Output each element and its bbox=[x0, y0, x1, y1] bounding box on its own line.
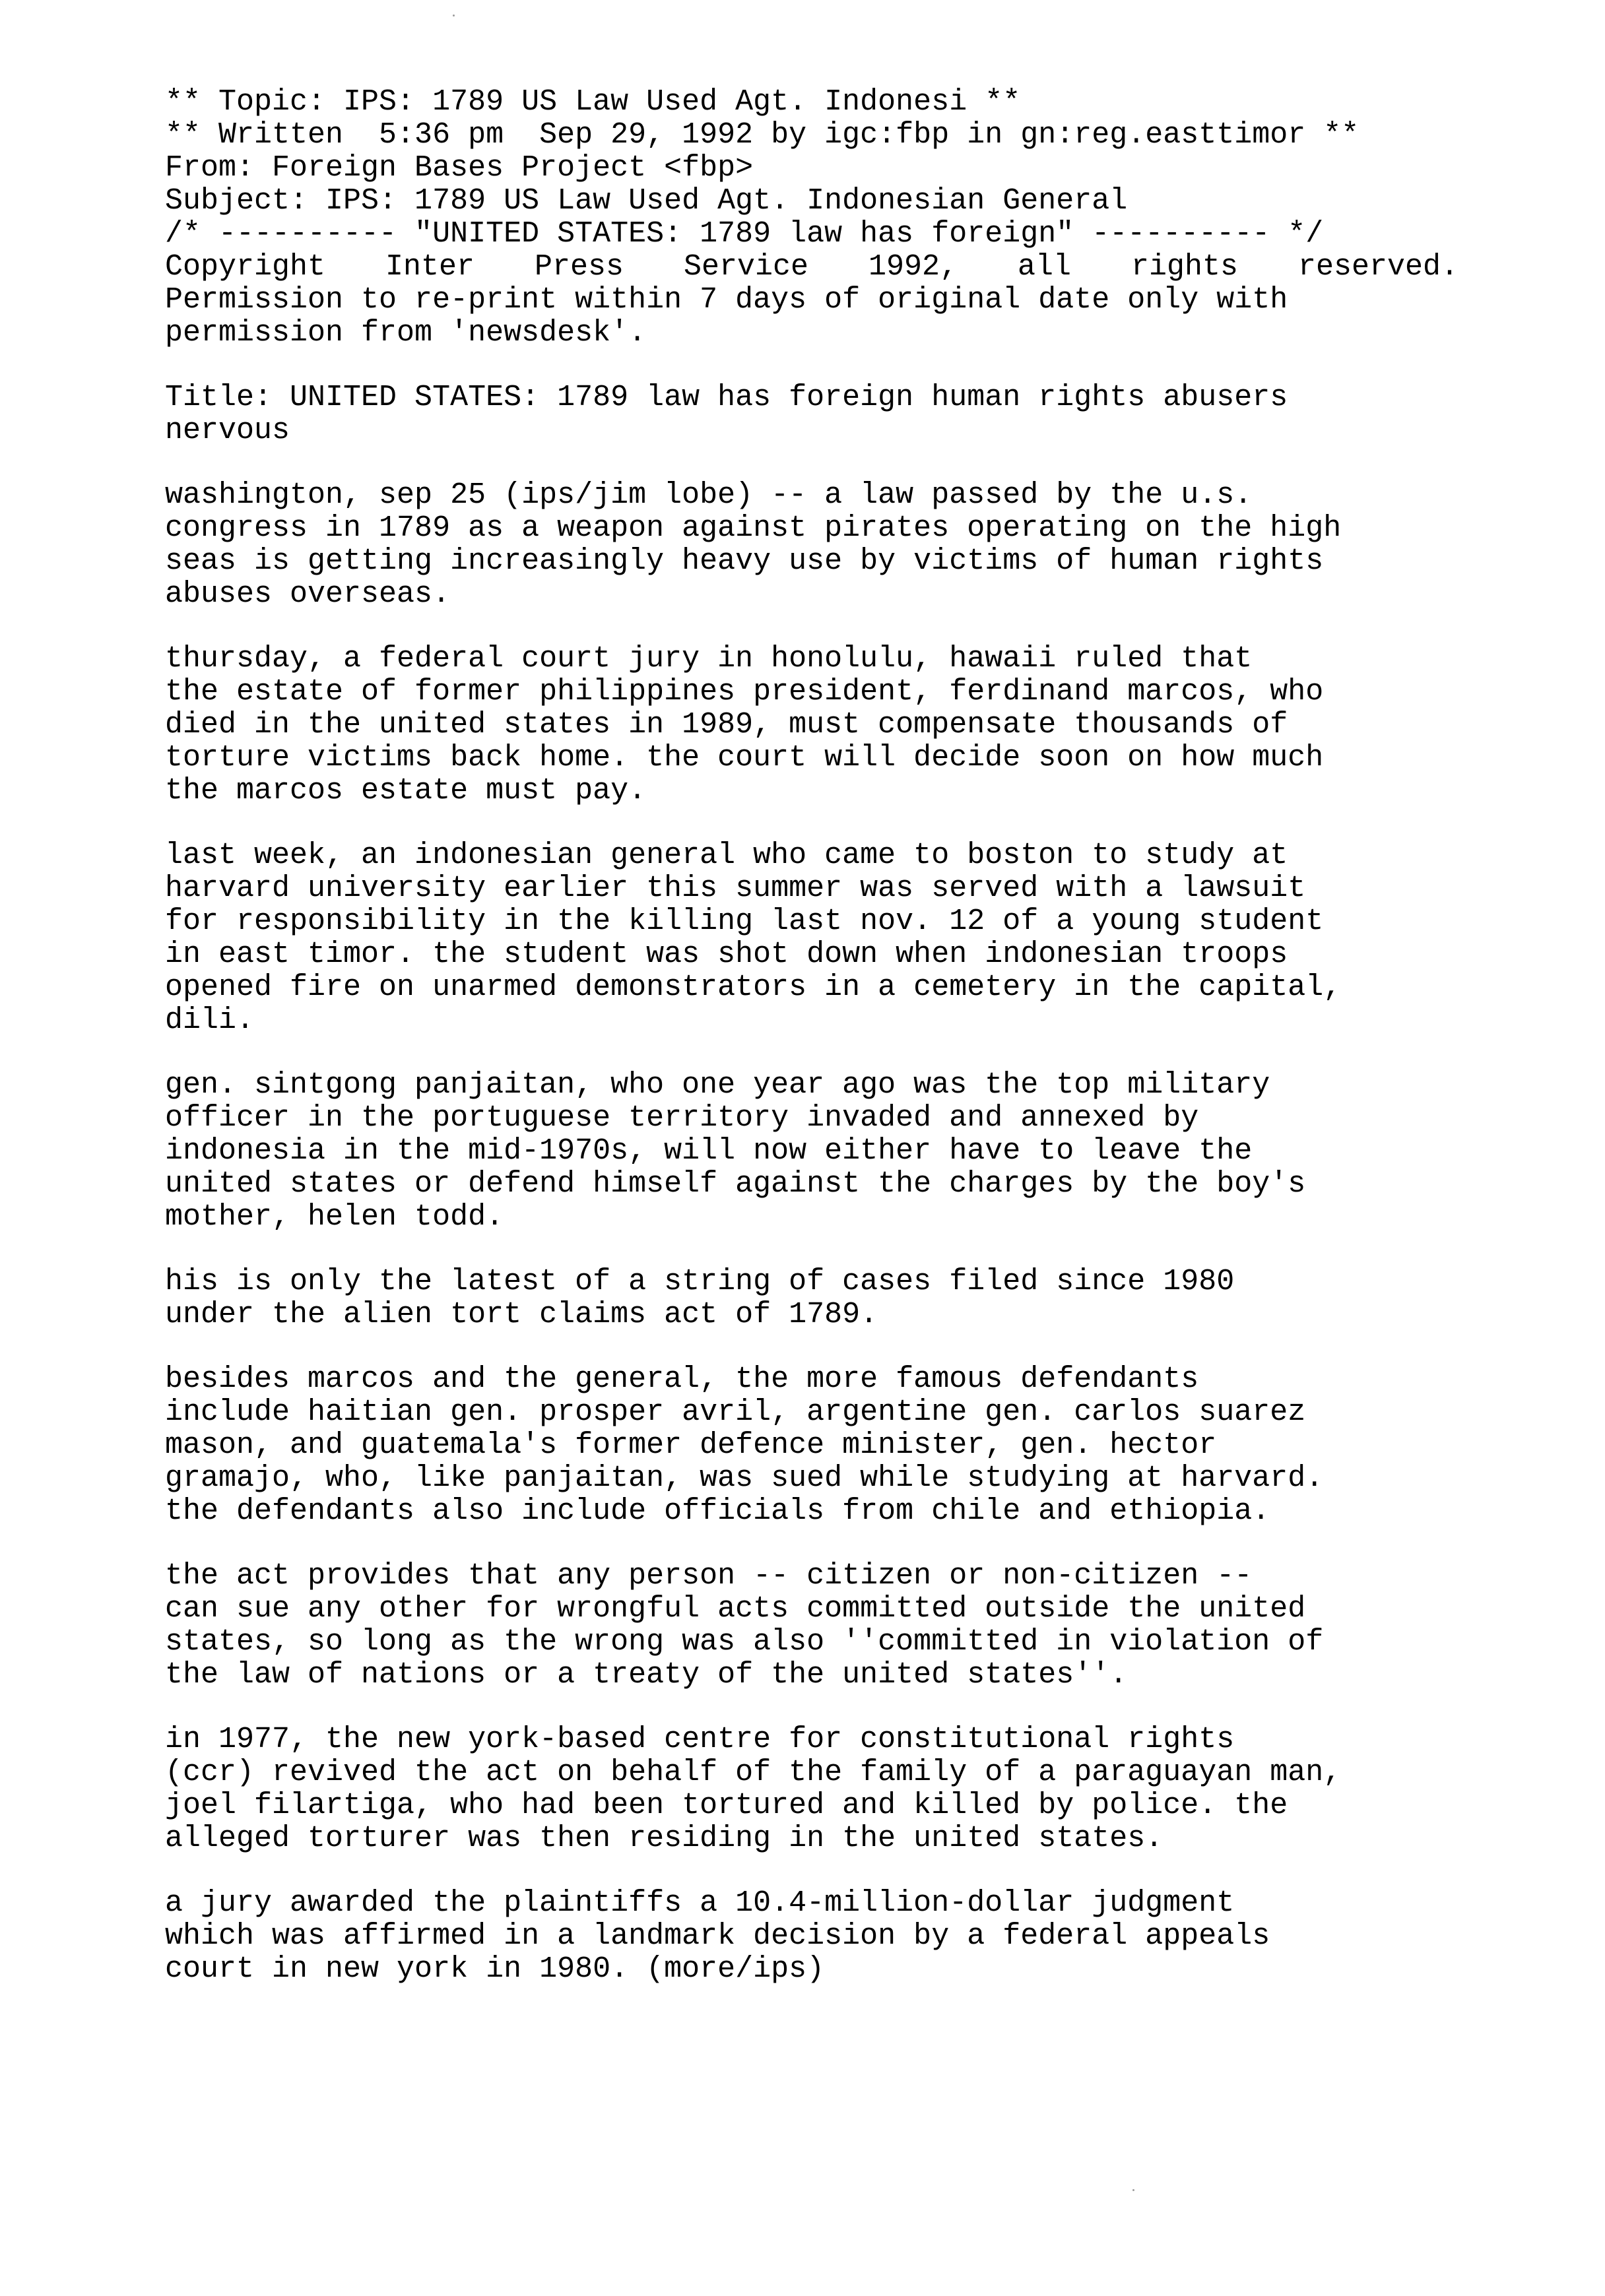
written-line: ** Written 5:36 pm Sep 29, 1992 by igc:fbp in gn:reg.easttimor ** bbox=[165, 118, 1359, 152]
paragraph-line: died in the united states in 1989, must compensate thousands of bbox=[165, 708, 1288, 742]
paragraph-line: besides marcos and the general, the more famous defendants bbox=[165, 1362, 1199, 1396]
paragraph-gap bbox=[165, 1855, 1458, 1887]
paragraph-line: (ccr) revived the act on behalf of the family of a paraguayan man, bbox=[165, 1756, 1342, 1789]
paragraph-line: the estate of former philippines president, ferdinand marcos, who bbox=[165, 675, 1324, 709]
paragraph-line: the law of nations or a treaty of the united states''. bbox=[165, 1658, 1128, 1692]
article-paragraph bbox=[165, 1560, 1458, 1692]
topic-line: ** Topic: IPS: 1789 US Law Used Agt. Indonesi ** bbox=[165, 85, 1021, 119]
paragraph-line: states, so long as the wrong was also ''committed in violation of bbox=[165, 1625, 1324, 1659]
paragraph-line: dili. bbox=[165, 1004, 255, 1037]
paragraph-line: gramajo, who, like panjaitan, was sued while studying at harvard. bbox=[165, 1461, 1324, 1495]
separator-line: /* ---------- "UNITED STATES: 1789 law has foreign" ---------- */ bbox=[165, 217, 1324, 251]
paragraph-line: which was affirmed in a landmark decision by a federal appeals bbox=[165, 1919, 1270, 1953]
paragraph-line: thursday, a federal court jury in honolulu, hawaii ruled that bbox=[165, 642, 1253, 676]
paragraph-gap bbox=[165, 350, 1458, 381]
paragraph-line: a jury awarded the plaintiffs a 10.4-million-dollar judgment bbox=[165, 1886, 1235, 1920]
title-line: Title: UNITED STATES: 1789 law has foreign human rights abusers bbox=[165, 381, 1288, 414]
paragraph-gap bbox=[165, 1528, 1458, 1560]
paragraph-line: seas is getting increasingly heavy use by victims of human rights bbox=[165, 544, 1324, 578]
paragraph-line: court in new york in 1980. (more/ips) bbox=[165, 1952, 825, 1986]
paragraph-line: mother, helen todd. bbox=[165, 1200, 504, 1234]
article-paragraph bbox=[165, 1363, 1458, 1528]
paragraph-line: the defendants also include officials from chile and ethiopia. bbox=[165, 1494, 1270, 1528]
paragraph-line: include haitian gen. prosper avril, argentine gen. carlos suarez bbox=[165, 1395, 1306, 1429]
paragraph-line: under the alien tort claims act of 1789. bbox=[165, 1298, 878, 1331]
paragraph-line: in 1977, the new york-based centre for constitutional rights bbox=[165, 1723, 1235, 1756]
paragraph-gap bbox=[165, 1037, 1458, 1069]
paragraph-line: washington, sep 25 (ips/jim lobe) -- a law passed by the u.s. bbox=[165, 478, 1253, 512]
article-paragraphs bbox=[165, 479, 1458, 1986]
paragraph-line: can sue any other for wrongful acts committed outside the united bbox=[165, 1592, 1306, 1626]
paragraph-gap bbox=[165, 611, 1458, 643]
paragraph-gap bbox=[165, 447, 1458, 479]
paragraph-line: officer in the portuguese territory invaded and annexed by bbox=[165, 1101, 1199, 1135]
paragraph-line: the marcos estate must pay. bbox=[165, 774, 647, 808]
paragraph-gap bbox=[165, 1331, 1458, 1363]
message-header bbox=[165, 86, 1458, 251]
article-paragraph bbox=[165, 1887, 1458, 1986]
paragraph-line: torture victims back home. the court will decide soon on how much bbox=[165, 741, 1324, 775]
scan-speck bbox=[1132, 2189, 1134, 2191]
paragraph-gap bbox=[165, 1692, 1458, 1723]
subject-line: Subject: IPS: 1789 US Law Used Agt. Indonesian General bbox=[165, 184, 1128, 218]
article-paragraph bbox=[165, 479, 1458, 611]
scan-speck bbox=[453, 15, 455, 16]
copyright-line: Copyright Inter Press Service 1992, all rights reserved. bbox=[165, 250, 1458, 284]
title-line: nervous bbox=[165, 414, 290, 447]
paragraph-line: opened fire on unarmed demonstrators in a cemetery in the capital, bbox=[165, 971, 1342, 1004]
copyright-line: Permission to re-print within 7 days of original date only with bbox=[165, 283, 1288, 317]
paragraph-line: in east timor. the student was shot down when indonesian troops bbox=[165, 938, 1288, 971]
paragraph-line: his is only the latest of a string of cases filed since 1980 bbox=[165, 1265, 1235, 1298]
from-line: From: Foreign Bases Project <fbp> bbox=[165, 151, 754, 185]
paragraph-line: indonesia in the mid-1970s, will now either have to leave the bbox=[165, 1134, 1253, 1168]
copyright-line: permission from 'newsdesk'. bbox=[165, 316, 647, 350]
paragraph-line: harvard university earlier this summer was served with a lawsuit bbox=[165, 872, 1306, 905]
paragraph-line: joel filartiga, who had been tortured and killed by police. the bbox=[165, 1789, 1288, 1822]
paragraph-line: congress in 1789 as a weapon against pirates operating on the high bbox=[165, 511, 1342, 545]
paragraph-gap bbox=[165, 808, 1458, 839]
copyright-notice bbox=[165, 251, 1458, 350]
paragraph-line: gen. sintgong panjaitan, who one year ago was the top military bbox=[165, 1068, 1270, 1102]
paragraph-line: for responsibility in the killing last nov. 12 of a young student bbox=[165, 905, 1324, 938]
article-paragraph bbox=[165, 643, 1458, 808]
article-title bbox=[165, 381, 1458, 447]
paragraph-line: alleged torturer was then residing in the united states. bbox=[165, 1822, 1163, 1855]
paragraph-line: abuses overseas. bbox=[165, 577, 451, 611]
paragraph-line: last week, an indonesian general who came to boston to study at bbox=[165, 839, 1288, 872]
article-paragraph bbox=[165, 1723, 1458, 1855]
article-paragraph bbox=[165, 1265, 1458, 1331]
paragraph-line: united states or defend himself against the charges by the boy's bbox=[165, 1167, 1306, 1201]
article-paragraph bbox=[165, 839, 1458, 1037]
paragraph-gap bbox=[165, 1234, 1458, 1265]
paragraph-line: the act provides that any person -- citizen or non-citizen -- bbox=[165, 1559, 1253, 1593]
document-body bbox=[165, 86, 1458, 1986]
article-paragraph bbox=[165, 1069, 1458, 1234]
paragraph-line: mason, and guatemala's former defence minister, gen. hector bbox=[165, 1428, 1217, 1462]
